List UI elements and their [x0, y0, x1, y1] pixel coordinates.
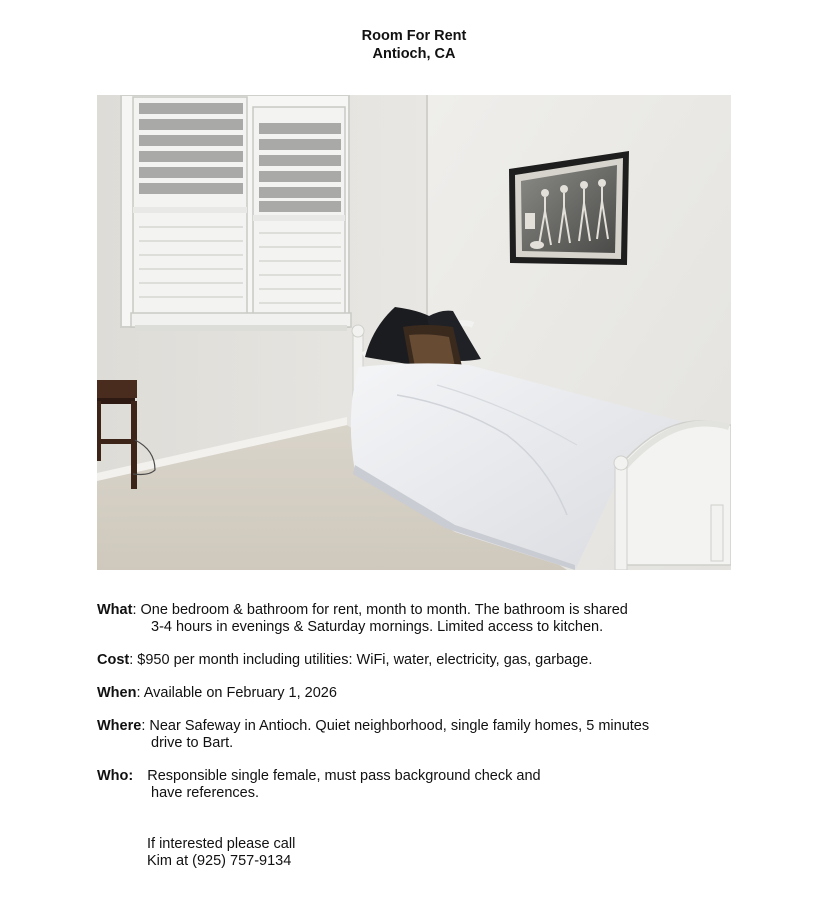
listing-title: Room For Rent — [361, 28, 467, 44]
detail-when — [97, 685, 757, 702]
contact-prompt: If interested please call — [147, 836, 296, 852]
contact-info — [147, 836, 295, 870]
detail-who-text: Responsible single female, must pass background check and — [147, 768, 541, 784]
detail-what-text-continued: 3-4 hours in evenings & Saturday mornings. Limited access to kitchen. — [151, 619, 604, 635]
detail-who-label: Who: — [97, 768, 134, 784]
detail-where — [97, 718, 757, 752]
detail-where-label: Where — [97, 718, 142, 734]
listing-location: Antioch, CA — [372, 46, 456, 62]
detail-what-text: : One bedroom & bathroom for rent, month to month. The bathroom is shared — [132, 602, 628, 618]
detail-where-text-continued: drive to Bart. — [151, 735, 234, 751]
detail-cost-label: Cost — [97, 652, 130, 668]
detail-cost — [97, 652, 757, 669]
detail-what — [97, 602, 757, 636]
detail-who — [97, 768, 757, 802]
detail-cost-text: : $950 per month including utilities: WiFi, water, electricity, gas, garbage. — [129, 652, 593, 668]
room-photo-illustration — [97, 95, 731, 570]
detail-when-label: When — [97, 685, 137, 701]
window-shutters — [121, 95, 351, 331]
listing-details — [97, 602, 757, 818]
framed-artwork — [509, 151, 629, 265]
detail-what-label: What — [97, 602, 133, 618]
detail-who-text-continued: have references. — [151, 785, 260, 801]
listing-header — [0, 27, 828, 63]
detail-where-text: : Near Safeway in Antioch. Quiet neighborhood, single family homes, 5 minutes — [141, 718, 650, 734]
room-photo — [97, 95, 731, 570]
contact-phone: Kim at (925) 757-9134 — [147, 853, 292, 869]
detail-when-text: : Available on February 1, 2026 — [136, 685, 337, 701]
